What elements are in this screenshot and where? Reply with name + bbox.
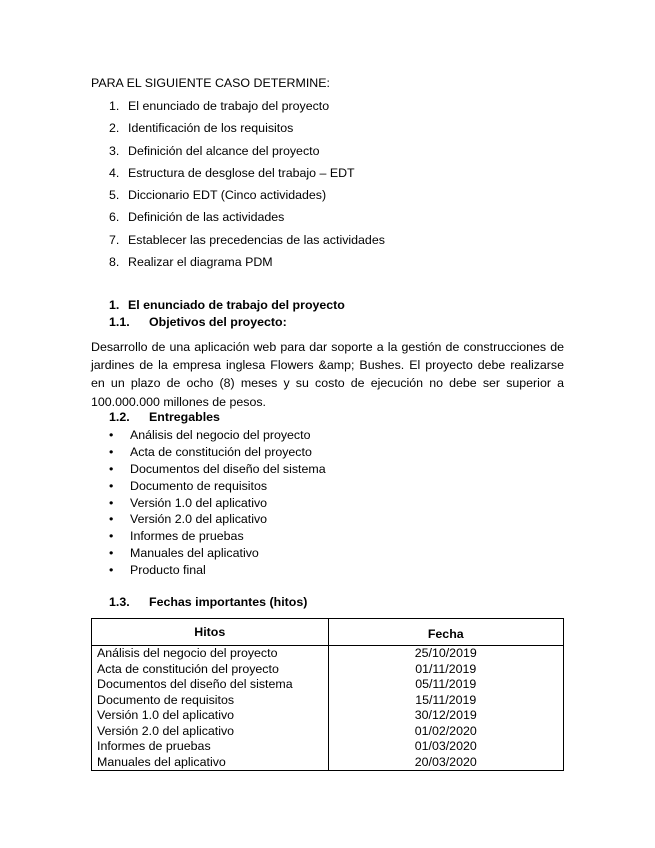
entregables-list xyxy=(109,427,326,579)
table-row xyxy=(92,739,564,755)
list-item xyxy=(109,545,326,562)
list-item xyxy=(109,444,326,461)
intro-title: PARA EL SIGUIENTE CASO DETERMINE: xyxy=(91,76,330,90)
list-item xyxy=(109,143,385,165)
task-list xyxy=(109,98,385,276)
list-item-text: Documentos del diseño del sistema xyxy=(130,461,326,476)
list-item xyxy=(109,98,385,120)
fecha-cell: 15/11/2019 xyxy=(328,693,564,709)
list-item-text: El enunciado de trabajo del proyecto xyxy=(128,99,330,113)
list-item-number: 8. xyxy=(109,255,120,270)
hito-cell: Acta de constitución del proyecto xyxy=(92,662,329,678)
subsection-heading-objetivos xyxy=(109,315,287,329)
list-item xyxy=(109,562,326,579)
bullet: • xyxy=(109,546,114,561)
list-item xyxy=(109,232,385,254)
hito-cell: Versión 2.0 del aplicativo xyxy=(92,724,329,740)
table-row xyxy=(92,662,564,678)
subsection-heading-hitos xyxy=(109,595,307,609)
subsection-title: Objetivos del proyecto: xyxy=(149,315,287,329)
list-item xyxy=(109,120,385,142)
subsection-title: Entregables xyxy=(149,410,220,424)
list-item-text: Definición del alcance del proyecto xyxy=(128,143,320,158)
bullet: • xyxy=(109,512,114,527)
list-item-number: 6. xyxy=(109,210,120,225)
list-item-number: 2. xyxy=(109,121,120,136)
fecha-cell: 25/10/2019 xyxy=(328,646,564,662)
bullet: • xyxy=(109,444,114,459)
list-item-number: 4. xyxy=(109,165,120,180)
list-item-text: Diccionario EDT (Cinco actividades) xyxy=(128,188,327,203)
table-row xyxy=(92,708,564,724)
fecha-cell: 01/11/2019 xyxy=(328,662,564,678)
list-item xyxy=(109,209,385,231)
list-item-text: Estructura de desglose del trabajo – EDT xyxy=(128,165,355,180)
column-header-fecha: Fecha xyxy=(328,619,564,646)
bullet: • xyxy=(109,495,114,510)
subsection-number: 1.3. xyxy=(109,595,130,609)
list-item xyxy=(109,478,326,495)
table-row xyxy=(92,724,564,740)
column-header-hitos: Hitos xyxy=(92,619,329,646)
table-row xyxy=(92,755,564,771)
list-item-number: 1. xyxy=(109,99,120,113)
hito-cell: Manuales del aplicativo xyxy=(92,755,329,771)
section-title: El enunciado de trabajo del proyecto xyxy=(128,298,345,312)
list-item-text: Identificación de los requisitos xyxy=(128,121,294,136)
list-item-number: 3. xyxy=(109,143,120,158)
list-item-number: 5. xyxy=(109,188,120,203)
list-item xyxy=(109,254,385,276)
section-number: 1. xyxy=(109,298,120,312)
list-item-text: Establecer las precedencias de las actividades xyxy=(128,232,385,247)
list-item xyxy=(109,427,326,444)
fecha-cell: 20/03/2020 xyxy=(328,755,564,771)
subsection-number: 1.1. xyxy=(109,315,130,329)
objetivos-paragraph: Desarrollo de una aplicación web para dar soporte a la gestión de construcciones de jardines de la empresa inglesa Flowers &amp; Bushes. El proyecto debe realizarse en un plazo de ocho (8) meses y su costo de ejecución no debe ser superior a 100.000.000 millones de pesos. xyxy=(91,340,564,409)
fecha-cell: 30/12/2019 xyxy=(328,708,564,724)
list-item-text: Documento de requisitos xyxy=(130,478,268,493)
list-item-text: Versión 1.0 del aplicativo xyxy=(130,495,268,510)
list-item xyxy=(109,528,326,545)
fecha-cell: 05/11/2019 xyxy=(328,677,564,693)
list-item-number: 7. xyxy=(109,232,120,247)
subsection-heading-entregables xyxy=(109,410,220,424)
list-item xyxy=(109,461,326,478)
fecha-cell: 01/02/2020 xyxy=(328,724,564,740)
list-item-text: Realizar el diagrama PDM xyxy=(128,255,273,270)
table-header-row xyxy=(92,619,564,646)
fecha-cell: 01/03/2020 xyxy=(328,739,564,755)
list-item-text: Informes de pruebas xyxy=(130,529,244,544)
hito-cell: Análisis del negocio del proyecto xyxy=(92,646,329,662)
list-item xyxy=(109,511,326,528)
hito-cell: Versión 1.0 del aplicativo xyxy=(92,708,329,724)
hito-cell: Documentos del diseño del sistema xyxy=(92,677,329,693)
list-item xyxy=(109,187,385,209)
hitos-table xyxy=(91,618,564,771)
table-row xyxy=(92,693,564,709)
section-heading xyxy=(109,298,345,312)
hito-cell: Documento de requisitos xyxy=(92,693,329,709)
list-item-text: Acta de constitución del proyecto xyxy=(130,444,312,459)
table-row xyxy=(92,646,564,662)
list-item-text: Análisis del negocio del proyecto xyxy=(130,428,311,442)
list-item-text: Manuales del aplicativo xyxy=(130,546,259,561)
hito-cell: Informes de pruebas xyxy=(92,739,329,755)
bullet: • xyxy=(109,428,114,442)
bullet: • xyxy=(109,529,114,544)
list-item xyxy=(109,165,385,187)
list-item xyxy=(109,495,326,512)
list-item-text: Definición de las actividades xyxy=(128,210,285,225)
list-item-text: Versión 2.0 del aplicativo xyxy=(130,512,268,527)
subsection-number: 1.2. xyxy=(109,410,130,424)
bullet: • xyxy=(109,478,114,493)
subsection-title: Fechas importantes (hitos) xyxy=(149,595,308,609)
list-item-text: Producto final xyxy=(130,563,206,578)
bullet: • xyxy=(109,461,114,476)
table-row xyxy=(92,677,564,693)
bullet: • xyxy=(109,563,114,578)
